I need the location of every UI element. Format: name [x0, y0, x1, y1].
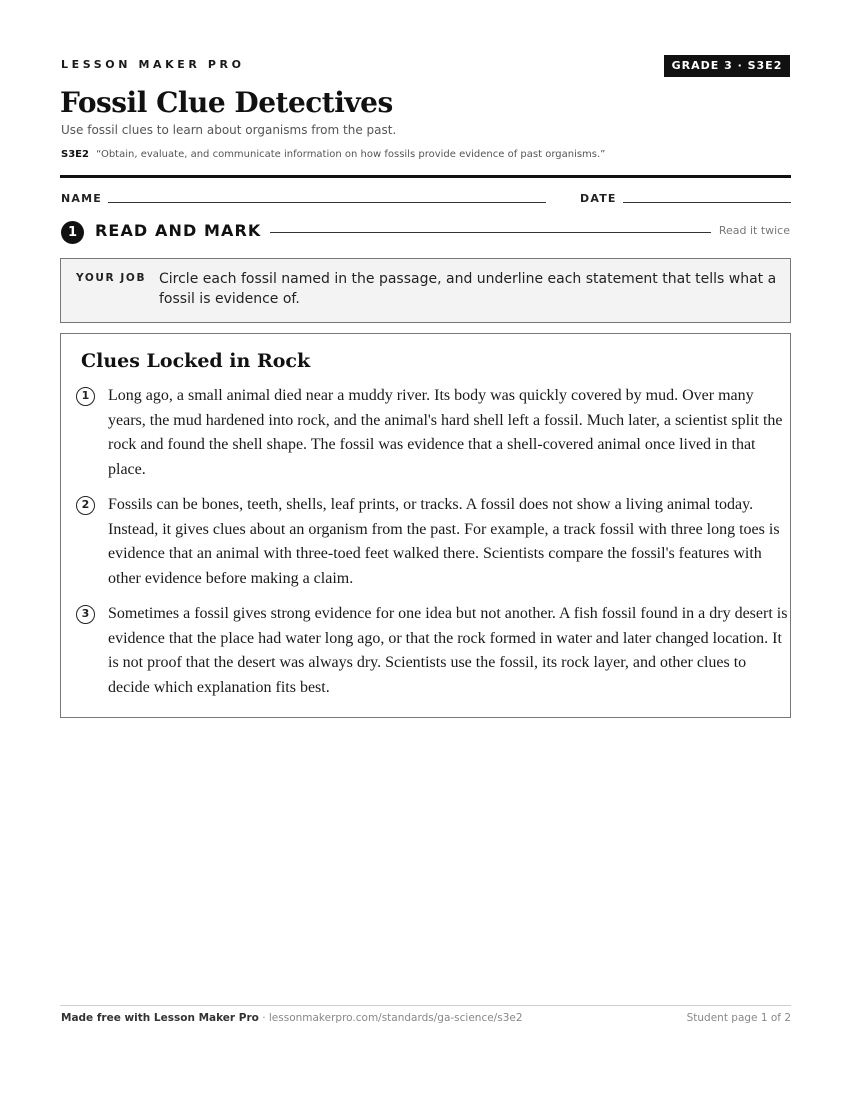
passage-box	[60, 333, 791, 718]
brand-name: LESSON MAKER PRO	[61, 58, 245, 71]
standard-text: “Obtain, evaluate, and communicate information on how fossils provide evidence of past organisms.”	[96, 149, 606, 160]
passage-title: Clues Locked in Rock	[81, 350, 311, 372]
page-title: Fossil Clue Detectives	[60, 86, 393, 119]
name-label: NAME	[61, 192, 102, 205]
footer-credit	[61, 1012, 523, 1024]
name-field[interactable]	[108, 202, 546, 203]
footer-separator: ·	[258, 1012, 269, 1024]
paragraph-number: 1	[76, 387, 95, 406]
section-number-badge: 1	[61, 221, 84, 244]
footer-url[interactable]: lessonmakerpro.com/standards/ga-science/s3e2	[268, 1012, 523, 1024]
standard-code: S3E2	[61, 149, 89, 160]
header-divider	[60, 175, 791, 178]
job-label: YOUR JOB	[76, 272, 147, 284]
paragraph: Sometimes a fossil gives strong evidence for one idea but not another. A fish fossil found in a dry desert is evidence that the place had water long ago, or that the rock formed in water and later changed location. It is not proof that the desert was always dry. Scientists use the fossil, its rock layer, and other clues to decide which explanation fits best.	[108, 605, 788, 696]
standard-line	[61, 149, 605, 160]
job-text: Circle each fossil named in the passage, and underline each statement that tells what a fossil is evidence of.	[159, 271, 777, 307]
footer-divider	[60, 1005, 791, 1006]
footer-made-with: Made free with Lesson Maker Pro	[61, 1012, 259, 1024]
date-label: DATE	[580, 192, 617, 205]
section-divider	[270, 232, 711, 233]
grade-badge: GRADE 3 · S3E2	[664, 55, 790, 77]
section-note: Read it twice	[718, 224, 790, 237]
date-field[interactable]	[623, 202, 791, 203]
footer-page-number: Student page 1 of 2	[686, 1012, 791, 1024]
paragraph-number: 2	[76, 496, 95, 515]
job-box	[60, 258, 791, 323]
paragraph: Fossils can be bones, teeth, shells, leaf prints, or tracks. A fossil does not show a living animal today. Instead, it gives clues about an organism from the past. For example, a track fossil with three long toes is evidence that an animal with three-toed feet walked there. Scientists compare the fossil's features with other evidence before making a claim.	[108, 496, 780, 587]
paragraph-number: 3	[76, 605, 95, 624]
paragraph: Long ago, a small animal died near a muddy river. Its body was quickly covered by mud. Over many years, the mud hardened into rock, and the animal's hard shell left a fossil. Much later, a scientist split the rock and found the shell shape. The fossil was evidence that a shell-covered animal once lived in that place.	[108, 387, 783, 478]
section-title: READ AND MARK	[95, 221, 262, 240]
page-subtitle: Use fossil clues to learn about organisms from the past.	[61, 123, 397, 137]
